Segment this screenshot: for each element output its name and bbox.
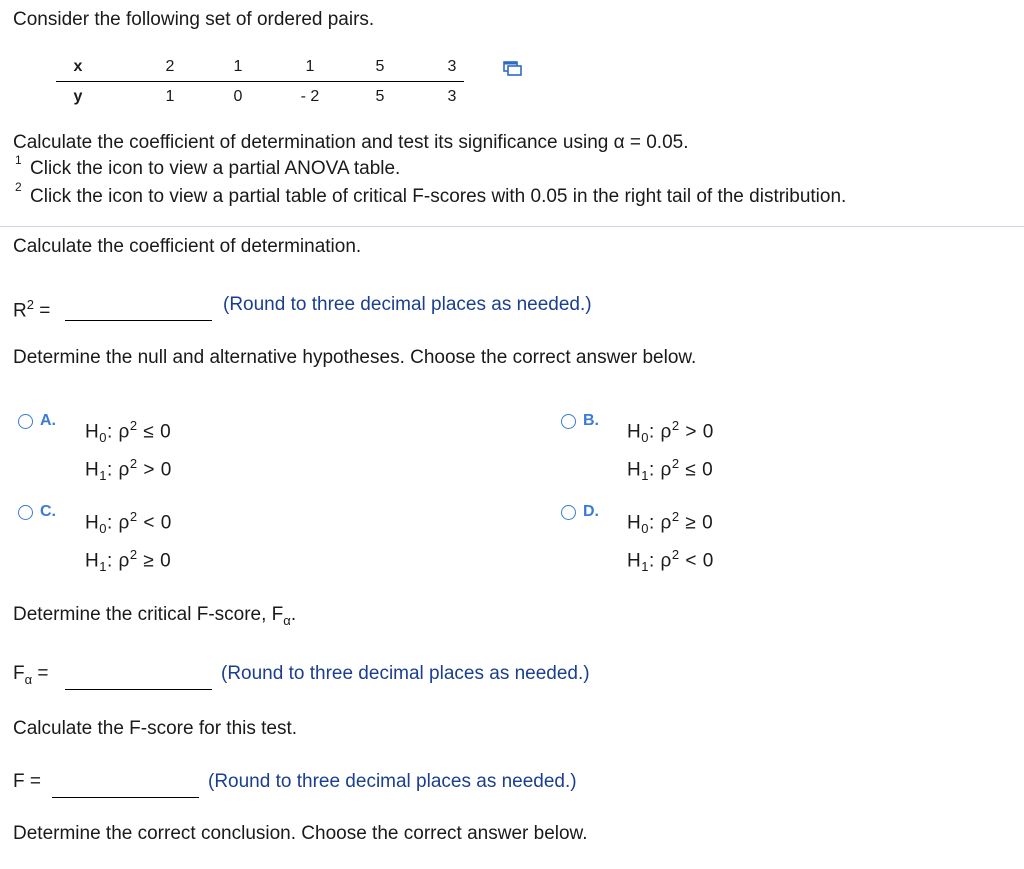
q1-prompt: Calculate the coefficient of determination.	[13, 236, 362, 257]
option-c-radio[interactable]	[18, 505, 33, 520]
x-value: 1	[233, 58, 243, 75]
section-divider	[0, 226, 1024, 227]
y-value: 1	[165, 88, 175, 105]
footnote-number: 1	[15, 153, 22, 167]
option-a-radio[interactable]	[18, 414, 33, 429]
x-value: 1	[305, 58, 315, 75]
footnote-number: 2	[15, 180, 22, 194]
option-d-h1: $H_1$: $\rho^2 < 0$	[627, 547, 714, 575]
x-value: 2	[165, 58, 175, 75]
f-alpha-label: $F_\alpha$ =	[13, 663, 49, 687]
option-b-letter: B.	[583, 412, 599, 429]
option-d-h0: $H_0$: $\rho^2 \ge 0$	[627, 509, 714, 537]
option-a-h0: $H_0$: $\rho^2 \le 0$	[85, 418, 172, 446]
q3-prompt: Determine the critical F-score, $F_\alpha$.	[13, 604, 297, 628]
x-header: x	[73, 58, 83, 75]
x-value: 3	[447, 58, 457, 75]
instruction-main: Calculate the coefficient of determination and test its significance using α = 0.05.	[13, 132, 689, 153]
option-b-h0: $H_0$: $\rho^2 > 0$	[627, 418, 714, 446]
option-d-letter: D.	[583, 503, 599, 520]
y-header: y	[73, 88, 83, 105]
option-c-h0: $H_0$: $\rho^2 < 0$	[85, 509, 172, 537]
y-value: 5	[375, 88, 385, 105]
f-score-hint: (Round to three decimal places as needed.)	[208, 771, 577, 792]
copy-icon[interactable]	[503, 60, 523, 83]
f-label: F =	[13, 771, 41, 792]
option-a-h1: $H_1$: $\rho^2 > 0$	[85, 456, 172, 484]
option-b-radio[interactable]	[561, 414, 576, 429]
option-b-h1: $H_1$: $\rho^2 \le 0$	[627, 456, 714, 484]
r2-eq: =	[33, 300, 51, 322]
y-value: 0	[233, 88, 243, 105]
f-score-answer-input[interactable]	[52, 797, 199, 798]
footnote-anova: Click the icon to view a partial ANOVA table.	[30, 158, 401, 179]
y-value: - 2	[300, 88, 320, 105]
q4-prompt: Calculate the F-score for this test.	[13, 718, 298, 739]
r2-label-text: R	[13, 300, 27, 322]
option-a-letter: A.	[40, 412, 56, 429]
r2-label	[13, 294, 50, 322]
option-c-h1: $H_1$: $\rho^2 \ge 0$	[85, 547, 172, 575]
q5-prompt: Determine the correct conclusion. Choose the correct answer below.	[13, 823, 588, 844]
x-value: 5	[375, 58, 385, 75]
option-d-radio[interactable]	[561, 505, 576, 520]
table-divider	[56, 81, 464, 82]
r2-hint: (Round to three decimal places as needed.)	[223, 294, 592, 315]
f-critical-answer-input[interactable]	[65, 689, 212, 690]
option-c-letter: C.	[40, 503, 56, 520]
intro-text: Consider the following set of ordered pairs.	[13, 9, 375, 30]
f-critical-hint: (Round to three decimal places as needed.)	[221, 663, 590, 684]
q2-prompt: Determine the null and alternative hypotheses. Choose the correct answer below.	[13, 347, 697, 368]
r2-exponent: 2	[26, 297, 34, 312]
y-value: 3	[447, 88, 457, 105]
r2-answer-input[interactable]	[65, 320, 212, 321]
footnote-fscores: Click the icon to view a partial table of critical F-scores with 0.05 in the right tail of the distribution.	[30, 186, 847, 207]
